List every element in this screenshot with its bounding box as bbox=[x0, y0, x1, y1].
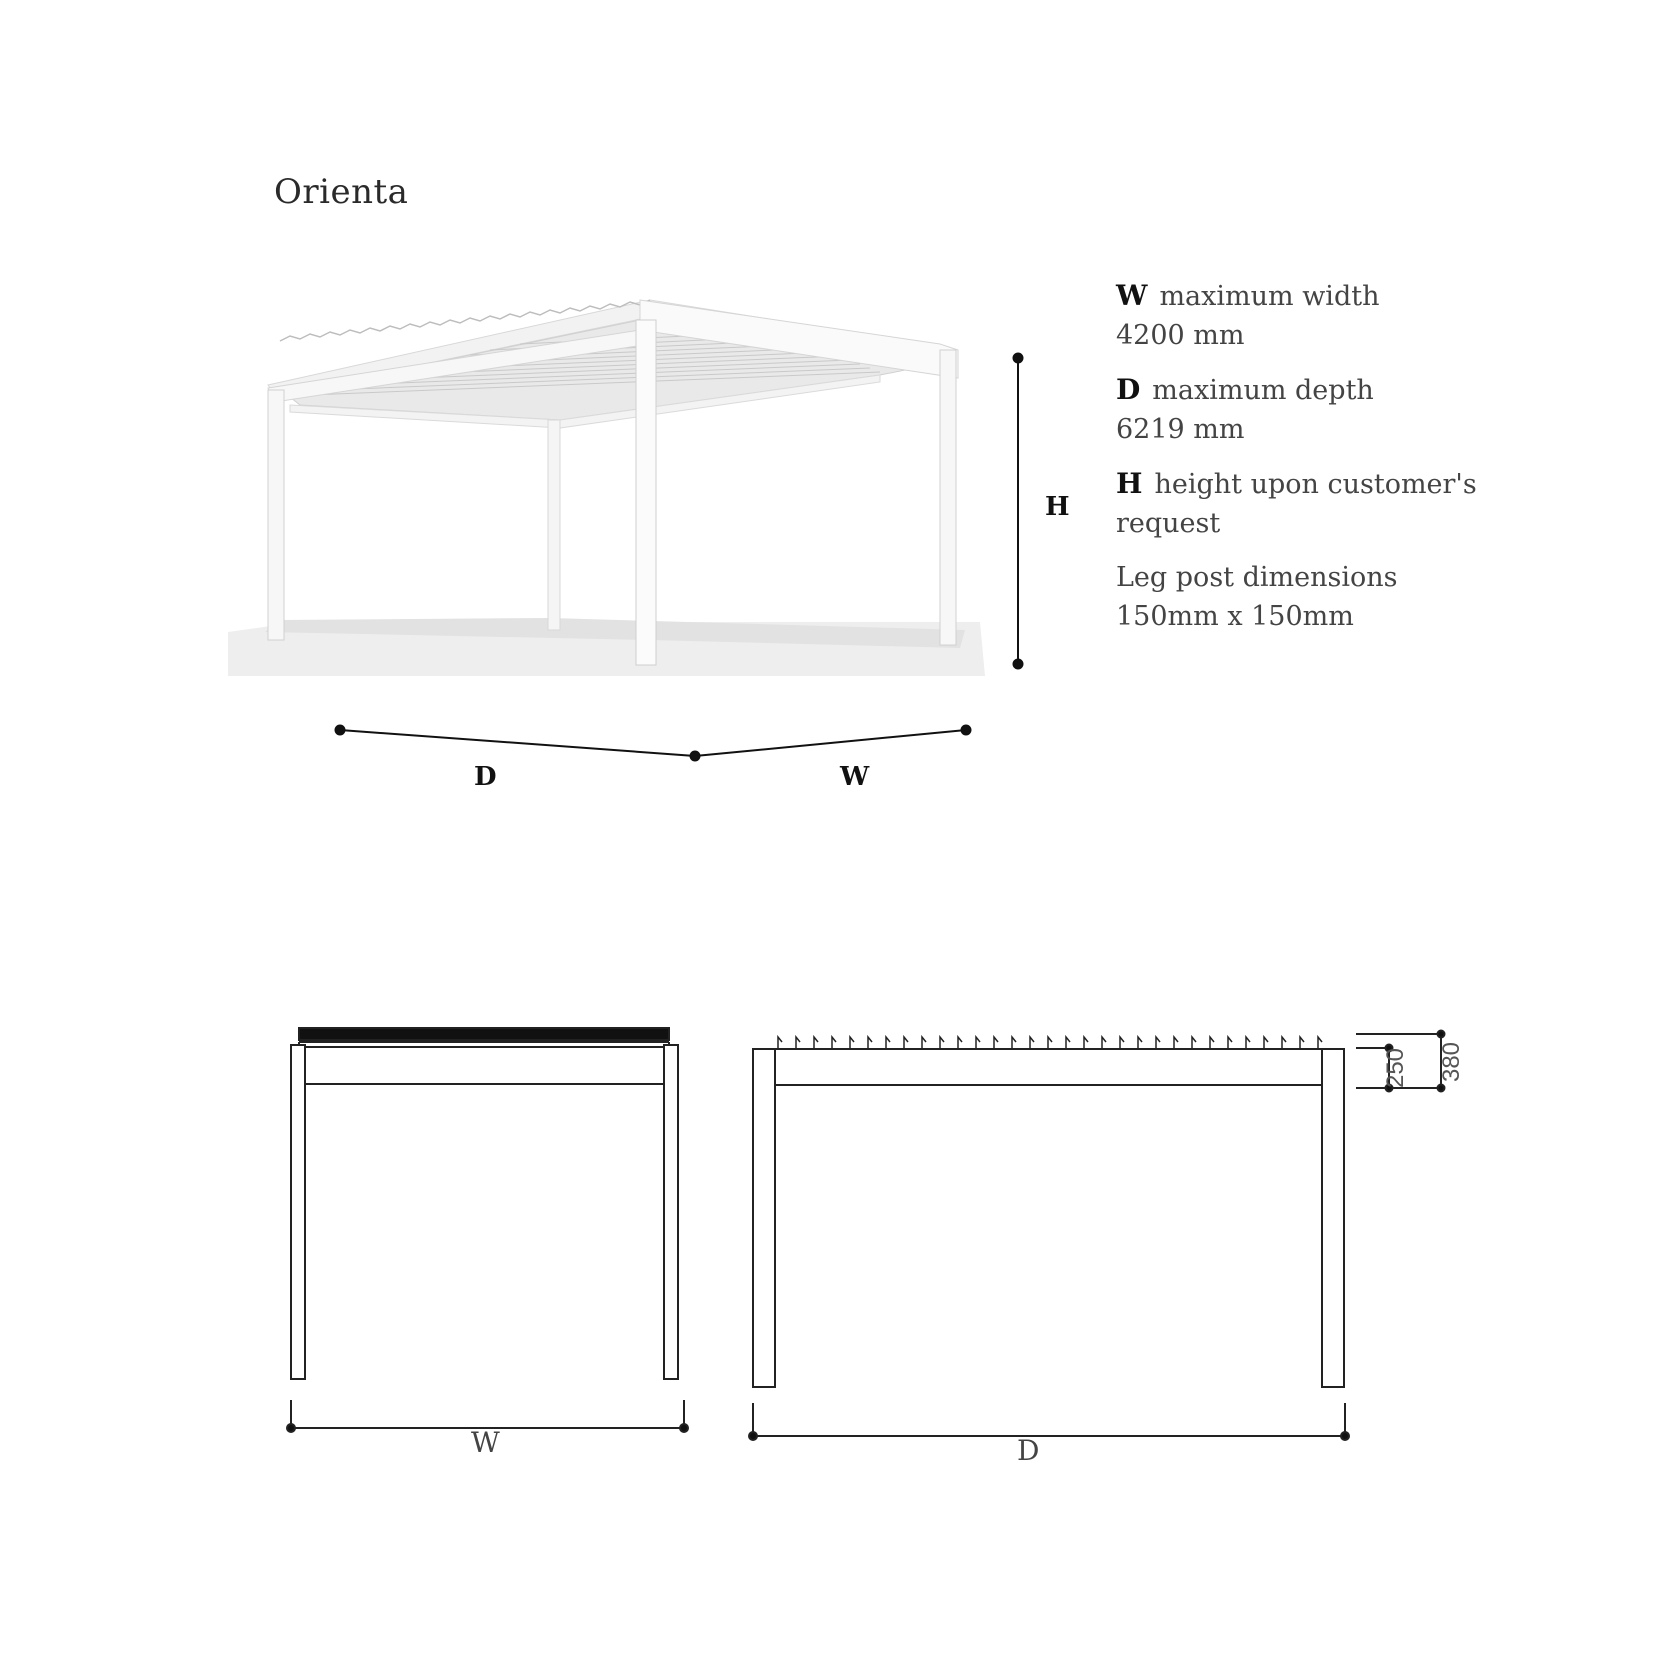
spec-list bbox=[1116, 276, 1536, 651]
side-view-drawing bbox=[749, 1031, 1445, 1441]
leg-post-label: Leg post dimensions bbox=[1116, 562, 1398, 593]
side-view-dim-label: D bbox=[1017, 1434, 1040, 1467]
leg-post-value: 150mm x 150mm bbox=[1116, 601, 1354, 632]
label-w: W bbox=[840, 762, 870, 792]
spec-label: maximum width bbox=[1159, 281, 1380, 312]
height-dimension bbox=[1013, 353, 1023, 669]
spec-key: H bbox=[1116, 467, 1143, 500]
spec-width bbox=[1116, 276, 1536, 355]
front-view-dim-label: W bbox=[471, 1426, 500, 1459]
dim-250-label: 250 bbox=[1382, 1047, 1409, 1089]
spec-label: height upon customer's bbox=[1154, 469, 1477, 500]
spec-value: request bbox=[1116, 508, 1221, 539]
spec-label: maximum depth bbox=[1152, 375, 1374, 406]
spec-value: 6219 mm bbox=[1116, 414, 1245, 445]
dim-380-label: 380 bbox=[1438, 1041, 1465, 1083]
perspective-dimension bbox=[335, 725, 971, 761]
label-h: H bbox=[1045, 492, 1070, 522]
pergola-render bbox=[228, 300, 985, 676]
spec-height bbox=[1116, 464, 1536, 543]
front-view-drawing bbox=[287, 1028, 688, 1432]
spec-key: D bbox=[1116, 373, 1141, 406]
spec-leg-post bbox=[1116, 558, 1536, 636]
spec-key: W bbox=[1116, 279, 1148, 312]
product-title: Orienta bbox=[274, 172, 409, 212]
spec-value: 4200 mm bbox=[1116, 320, 1245, 351]
spec-depth bbox=[1116, 370, 1536, 449]
label-d: D bbox=[474, 762, 497, 792]
